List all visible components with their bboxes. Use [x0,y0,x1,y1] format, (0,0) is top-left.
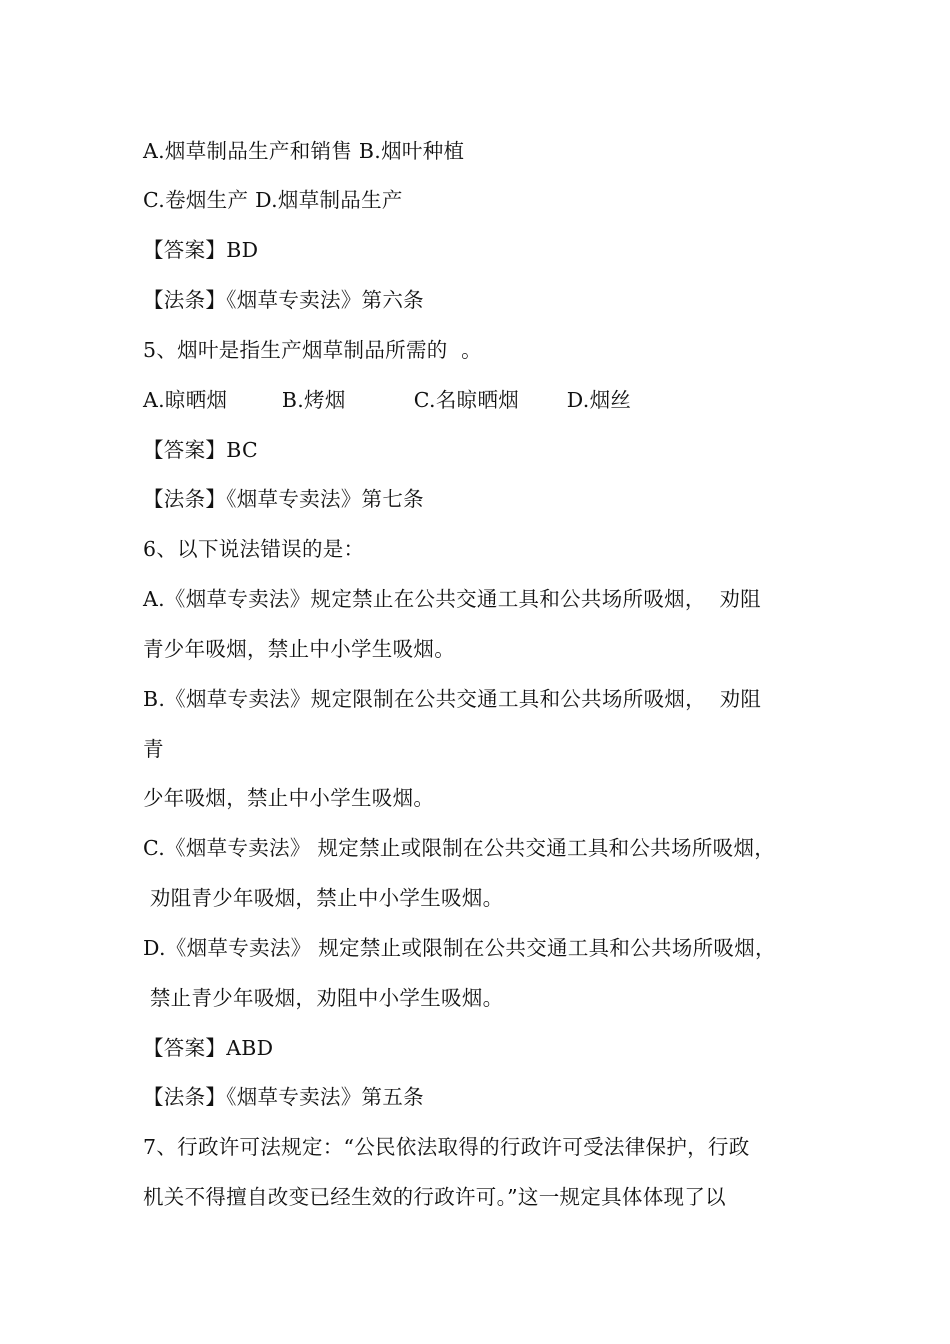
question-5: 5、烟叶是指生产烟草制品所需的 。 [143,338,482,362]
answer-line-q5: 【答案】BC [143,438,258,462]
option-b-q6-continued: 青 [143,737,164,761]
option-c-q6-continued: 劝阻青少年吸烟，禁止中小学生吸烟。 [143,886,504,910]
law-article-line-q6: 【法条】《烟草专卖法》第五条 [143,1085,424,1109]
question-7-continued: 机关不得擅自改变已经生效的行政许可。”这一规定具体体现了以 [143,1185,726,1209]
option-line-q4-ab: A.烟草制品生产和销售 B.烟叶种植 [143,139,465,163]
option-d-q6: D.《烟草专卖法》 规定禁止或限制在公共交通工具和公共场所吸烟， [143,936,776,960]
option-a-q6: A.《烟草专卖法》规定禁止在公共交通工具和公共场所吸烟， 劝阻 [143,587,761,611]
option-b-q6: B.《烟草专卖法》规定限制在公共交通工具和公共场所吸烟， 劝阻 [143,687,762,711]
option-d-q6-continued: 禁止青少年吸烟，劝阻中小学生吸烟。 [143,986,504,1010]
option-a-q6-continued: 青少年吸烟，禁止中小学生吸烟。 [143,637,455,661]
option-line-q5: A.晾晒烟 B.烤烟 C.名晾晒烟 D.烟丝 [143,388,632,412]
option-c-q6: C.《烟草专卖法》 规定禁止或限制在公共交通工具和公共场所吸烟， [143,836,776,860]
question-6: 6、以下说法错误的是： [143,537,365,561]
option-line-q4-cd: C.卷烟生产 D.烟草制品生产 [143,188,403,212]
question-7: 7、行政许可法规定：“公民依法取得的行政许可受法律保护，行政 [143,1135,750,1159]
law-article-line-q5: 【法条】《烟草专卖法》第七条 [143,487,424,511]
option-b-q6-continued-2: 少年吸烟，禁止中小学生吸烟。 [143,786,435,810]
answer-line-q4: 【答案】BD [143,238,259,262]
answer-line-q6: 【答案】ABD [143,1036,274,1060]
law-article-line-q4: 【法条】《烟草专卖法》第六条 [143,288,424,312]
